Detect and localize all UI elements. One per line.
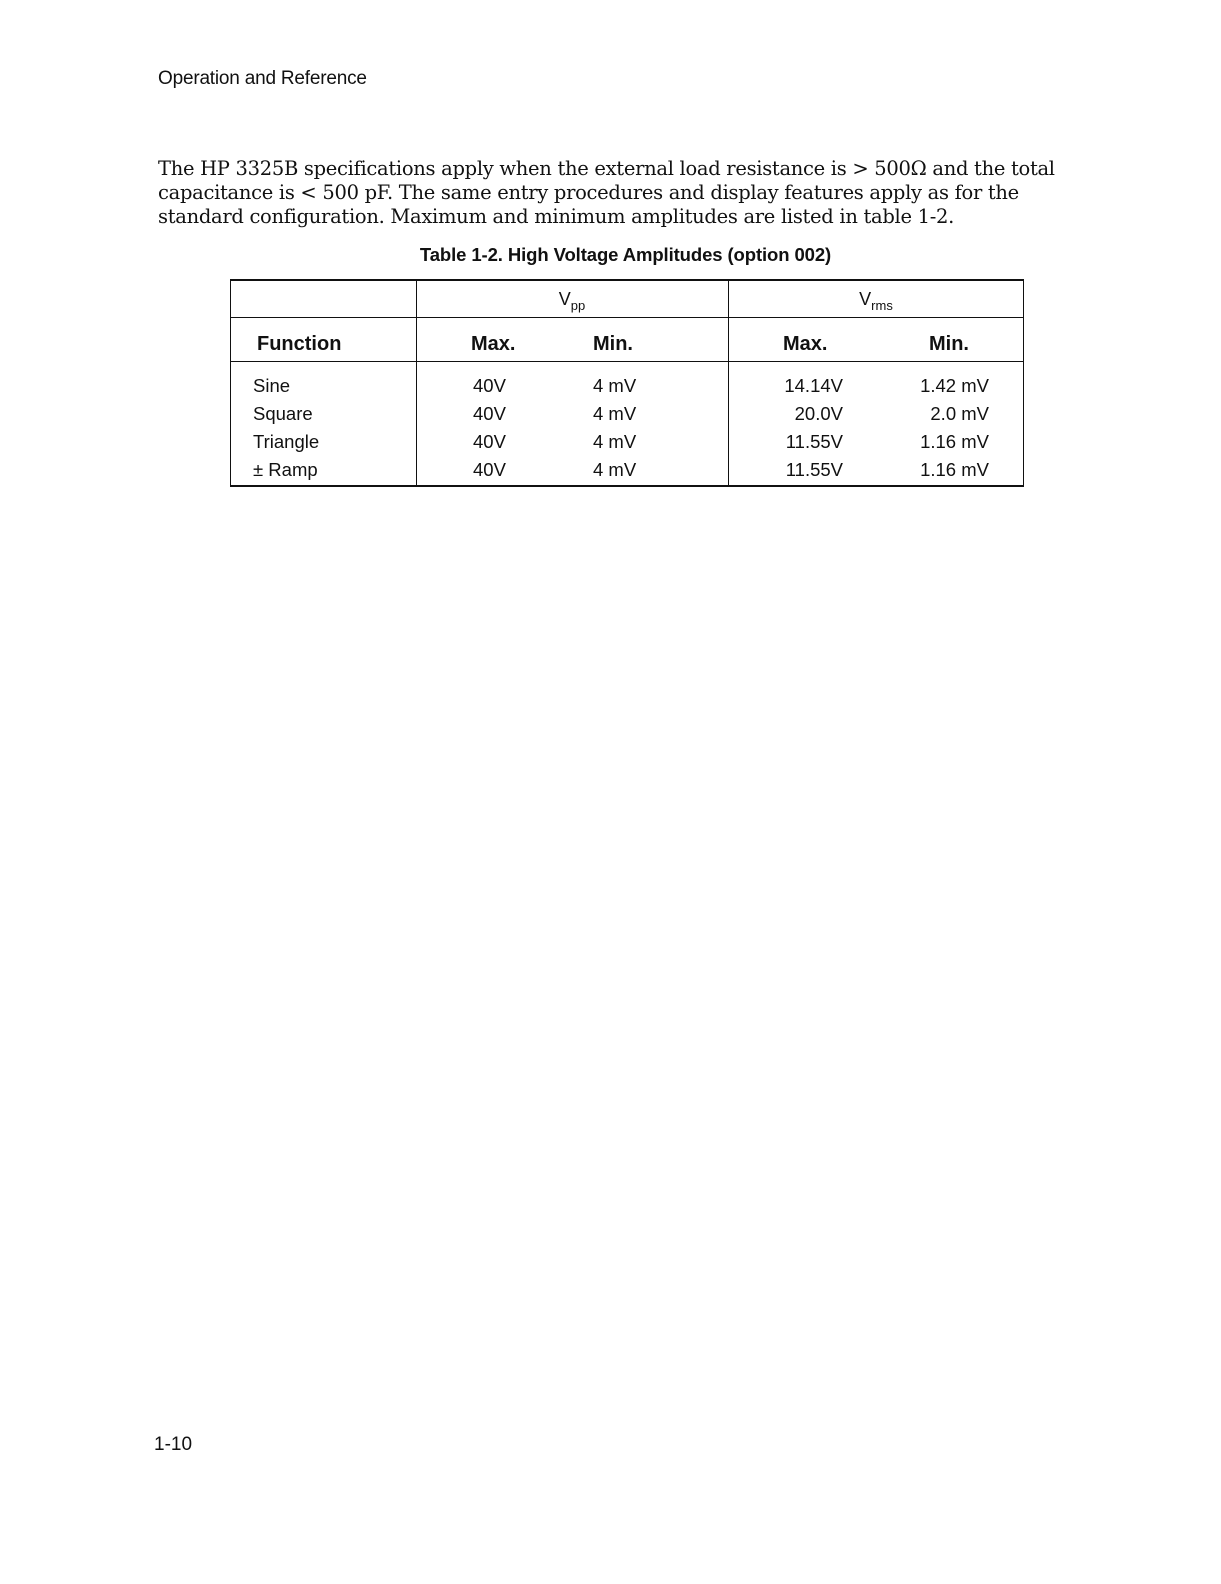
- group-header-rule: [231, 317, 417, 318]
- running-head: Operation and Reference: [158, 68, 367, 89]
- column-header-vpp-max: Max.: [471, 333, 516, 355]
- group-header-vpp-sub: pp: [570, 298, 586, 313]
- column-header-vpp-min: Min.: [593, 333, 633, 355]
- cell-vrms-min: 1.42 mV: [920, 375, 989, 396]
- paragraph-line: standard configuration. Maximum and minimum amplitudes are listed in table 1-2.: [158, 205, 954, 228]
- cell-vrms-max: 14.14V: [784, 375, 843, 396]
- paragraph-line: The HP 3325B specifications apply when the external load resistance is > 500Ω and the total: [158, 157, 1055, 180]
- cell-vpp-min: 4 mV: [593, 403, 637, 424]
- cell-vpp-min: 4 mV: [593, 375, 637, 396]
- column-header-rule: [231, 361, 1023, 362]
- cell-vrms-max: 11.55V: [785, 431, 843, 452]
- paragraph-line: capacitance is < 500 pF. The same entry procedures and display features apply as for the: [158, 181, 1019, 204]
- group-header-vrms-sub: rms: [871, 298, 893, 313]
- cell-vpp-max: 40V: [473, 375, 506, 396]
- cell-function: Square: [253, 403, 313, 424]
- column-header-function: Function: [257, 333, 342, 355]
- group-header-rule: [416, 317, 1023, 318]
- cell-vrms-min: 1.16 mV: [920, 431, 989, 452]
- group-header-vrms-base: V: [859, 289, 872, 309]
- page-number: 1-10: [154, 1434, 193, 1455]
- group-header-vrms: [728, 289, 1024, 313]
- cell-vpp-min: 4 mV: [593, 431, 637, 452]
- cell-vpp-max: 40V: [473, 459, 506, 480]
- cell-vpp-min: 4 mV: [593, 459, 637, 480]
- cell-function: Sine: [253, 375, 291, 396]
- body-paragraph: [158, 157, 1118, 229]
- table-caption: Table 1-2. High Voltage Amplitudes (option 002): [419, 244, 832, 265]
- cell-vrms-max: 11.55V: [785, 459, 843, 480]
- group-header-vpp-base: V: [558, 289, 571, 309]
- group-header-vpp: [416, 289, 728, 313]
- cell-function: ± Ramp: [253, 459, 318, 480]
- amplitude-table: [230, 279, 1024, 487]
- cell-vpp-max: 40V: [473, 403, 506, 424]
- cell-vrms-min: 1.16 mV: [920, 459, 989, 480]
- cell-vpp-max: 40V: [473, 431, 506, 452]
- column-header-vrms-max: Max.: [783, 333, 828, 355]
- cell-function: Triangle: [253, 431, 320, 452]
- cell-vrms-max: 20.0V: [794, 403, 843, 424]
- cell-vrms-min: 2.0 mV: [930, 403, 989, 424]
- column-header-vrms-min: Min.: [929, 333, 969, 355]
